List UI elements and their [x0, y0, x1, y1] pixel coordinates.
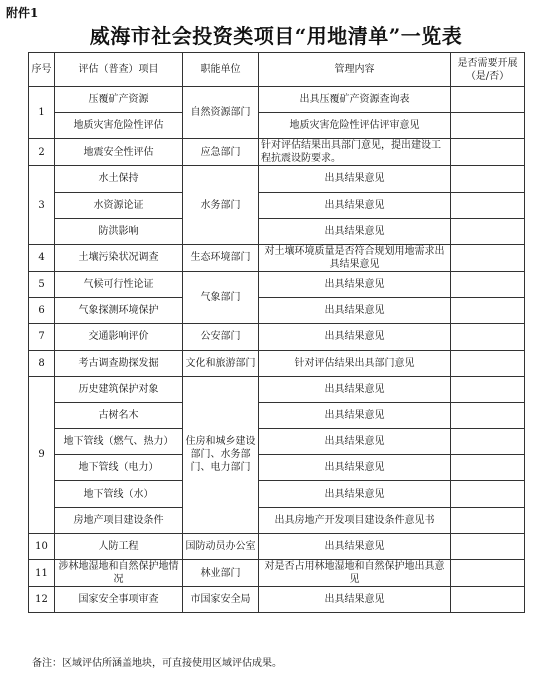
row-need-cell[interactable]	[451, 87, 525, 113]
row-item: 水土保持	[55, 166, 183, 192]
row-dept: 国防动员办公室	[183, 533, 259, 559]
row-item: 地下管线（水）	[55, 481, 183, 507]
header-no: 序号	[29, 53, 55, 87]
table-row	[29, 560, 525, 587]
table-row	[29, 87, 525, 113]
row-content: 地质灾害危险性评估评审意见	[259, 113, 451, 139]
row-need-cell[interactable]	[451, 507, 525, 533]
land-list-table	[28, 52, 525, 613]
row-content: 出具结果意见	[259, 481, 451, 507]
row-need-cell[interactable]	[451, 587, 525, 613]
row-item: 土壤污染状况调查	[55, 244, 183, 271]
table-row	[29, 376, 525, 402]
row-need-cell[interactable]	[451, 166, 525, 192]
table-row	[29, 587, 525, 613]
header-item: 评估（普查）项目	[55, 53, 183, 87]
row-item: 水资源论证	[55, 192, 183, 218]
row-item: 地质灾害危险性评估	[55, 113, 183, 139]
table-row	[29, 298, 525, 324]
row-number: 1	[29, 87, 55, 139]
row-item: 地下管线（电力）	[55, 455, 183, 481]
row-need-cell[interactable]	[451, 376, 525, 402]
table-row	[29, 455, 525, 481]
table-row	[29, 218, 525, 244]
row-need-cell[interactable]	[451, 429, 525, 455]
row-need-cell[interactable]	[451, 324, 525, 350]
row-number: 4	[29, 244, 55, 271]
row-dept: 市国家安全局	[183, 587, 259, 613]
header-need: 是否需要开展（是/否）	[451, 53, 525, 87]
row-number: 2	[29, 139, 55, 166]
row-number: 12	[29, 587, 55, 613]
row-dept: 水务部门	[183, 166, 259, 245]
row-dept: 自然资源部门	[183, 87, 259, 139]
row-content: 出具结果意见	[259, 192, 451, 218]
row-content: 出具结果意见	[259, 429, 451, 455]
row-content: 出具结果意见	[259, 166, 451, 192]
row-number: 3	[29, 166, 55, 245]
row-item: 房地产项目建设条件	[55, 507, 183, 533]
row-number: 7	[29, 324, 55, 350]
header-content: 管理内容	[259, 53, 451, 87]
row-item: 人防工程	[55, 533, 183, 559]
attachment-label: 附件1	[6, 6, 39, 20]
row-need-cell[interactable]	[451, 481, 525, 507]
table-header-row	[29, 53, 525, 87]
row-content: 针对评估结果出具部门意见，提出建设工程抗震设防要求。	[259, 139, 451, 166]
row-need-cell[interactable]	[451, 455, 525, 481]
table-row	[29, 481, 525, 507]
row-content: 针对评估结果出具部门意见	[259, 350, 451, 376]
table-row	[29, 139, 525, 166]
row-item: 气象探测环境保护	[55, 298, 183, 324]
row-content: 出具结果意见	[259, 298, 451, 324]
row-item: 历史建筑保护对象	[55, 376, 183, 402]
table-row	[29, 402, 525, 428]
row-dept: 应急部门	[183, 139, 259, 166]
footnote: 备注：区域评估所涵盖地块，可直接使用区域评估成果。	[32, 658, 282, 669]
table-row	[29, 429, 525, 455]
header-dept: 职能单位	[183, 53, 259, 87]
row-need-cell[interactable]	[451, 402, 525, 428]
table-row	[29, 113, 525, 139]
row-item: 古树名木	[55, 402, 183, 428]
table-row	[29, 533, 525, 559]
row-number: 10	[29, 533, 55, 559]
row-item: 涉林地湿地和自然保护地情况	[55, 560, 183, 587]
row-item: 交通影响评价	[55, 324, 183, 350]
row-content: 出具结果意见	[259, 587, 451, 613]
row-need-cell[interactable]	[451, 218, 525, 244]
row-content: 出具结果意见	[259, 533, 451, 559]
row-number: 5	[29, 271, 55, 297]
row-content: 出具结果意见	[259, 271, 451, 297]
row-need-cell[interactable]	[451, 244, 525, 271]
row-item: 压覆矿产资源	[55, 87, 183, 113]
row-item: 国家安全事项审查	[55, 587, 183, 613]
row-dept: 住房和城乡建设部门、水务部门、电力部门	[183, 376, 259, 533]
row-need-cell[interactable]	[451, 298, 525, 324]
row-item: 地震安全性评估	[55, 139, 183, 166]
table-row	[29, 271, 525, 297]
row-dept: 生态环境部门	[183, 244, 259, 271]
table-row	[29, 192, 525, 218]
row-content: 对土壤环境质量是否符合规划用地需求出具结果意见	[259, 244, 451, 271]
row-number: 8	[29, 350, 55, 376]
row-need-cell[interactable]	[451, 192, 525, 218]
row-need-cell[interactable]	[451, 350, 525, 376]
row-content: 出具结果意见	[259, 324, 451, 350]
table-row	[29, 166, 525, 192]
row-item: 地下管线（燃气、热力）	[55, 429, 183, 455]
row-content: 出具结果意见	[259, 218, 451, 244]
table-row	[29, 324, 525, 350]
row-dept: 文化和旅游部门	[183, 350, 259, 376]
row-dept: 气象部门	[183, 271, 259, 323]
row-item: 气候可行性论证	[55, 271, 183, 297]
table-row	[29, 507, 525, 533]
row-content: 出具结果意见	[259, 376, 451, 402]
row-dept: 公安部门	[183, 324, 259, 350]
row-need-cell[interactable]	[451, 560, 525, 587]
page-title: 威海市社会投资类项目“用地清单”一览表	[89, 24, 463, 48]
row-dept: 林业部门	[183, 560, 259, 587]
row-number: 9	[29, 376, 55, 533]
row-need-cell[interactable]	[451, 139, 525, 166]
row-need-cell[interactable]	[451, 271, 525, 297]
row-content: 对是否占用林地湿地和自然保护地出具意见	[259, 560, 451, 587]
row-item: 考古调查勘探发掘	[55, 350, 183, 376]
row-content: 出具压覆矿产资源查询表	[259, 87, 451, 113]
row-content: 出具房地产开发项目建设条件意见书	[259, 507, 451, 533]
table-row	[29, 350, 525, 376]
row-content: 出具结果意见	[259, 455, 451, 481]
row-need-cell[interactable]	[451, 113, 525, 139]
row-need-cell[interactable]	[451, 533, 525, 559]
row-item: 防洪影响	[55, 218, 183, 244]
row-content: 出具结果意见	[259, 402, 451, 428]
table-row	[29, 244, 525, 271]
row-number: 11	[29, 560, 55, 587]
row-number: 6	[29, 298, 55, 324]
